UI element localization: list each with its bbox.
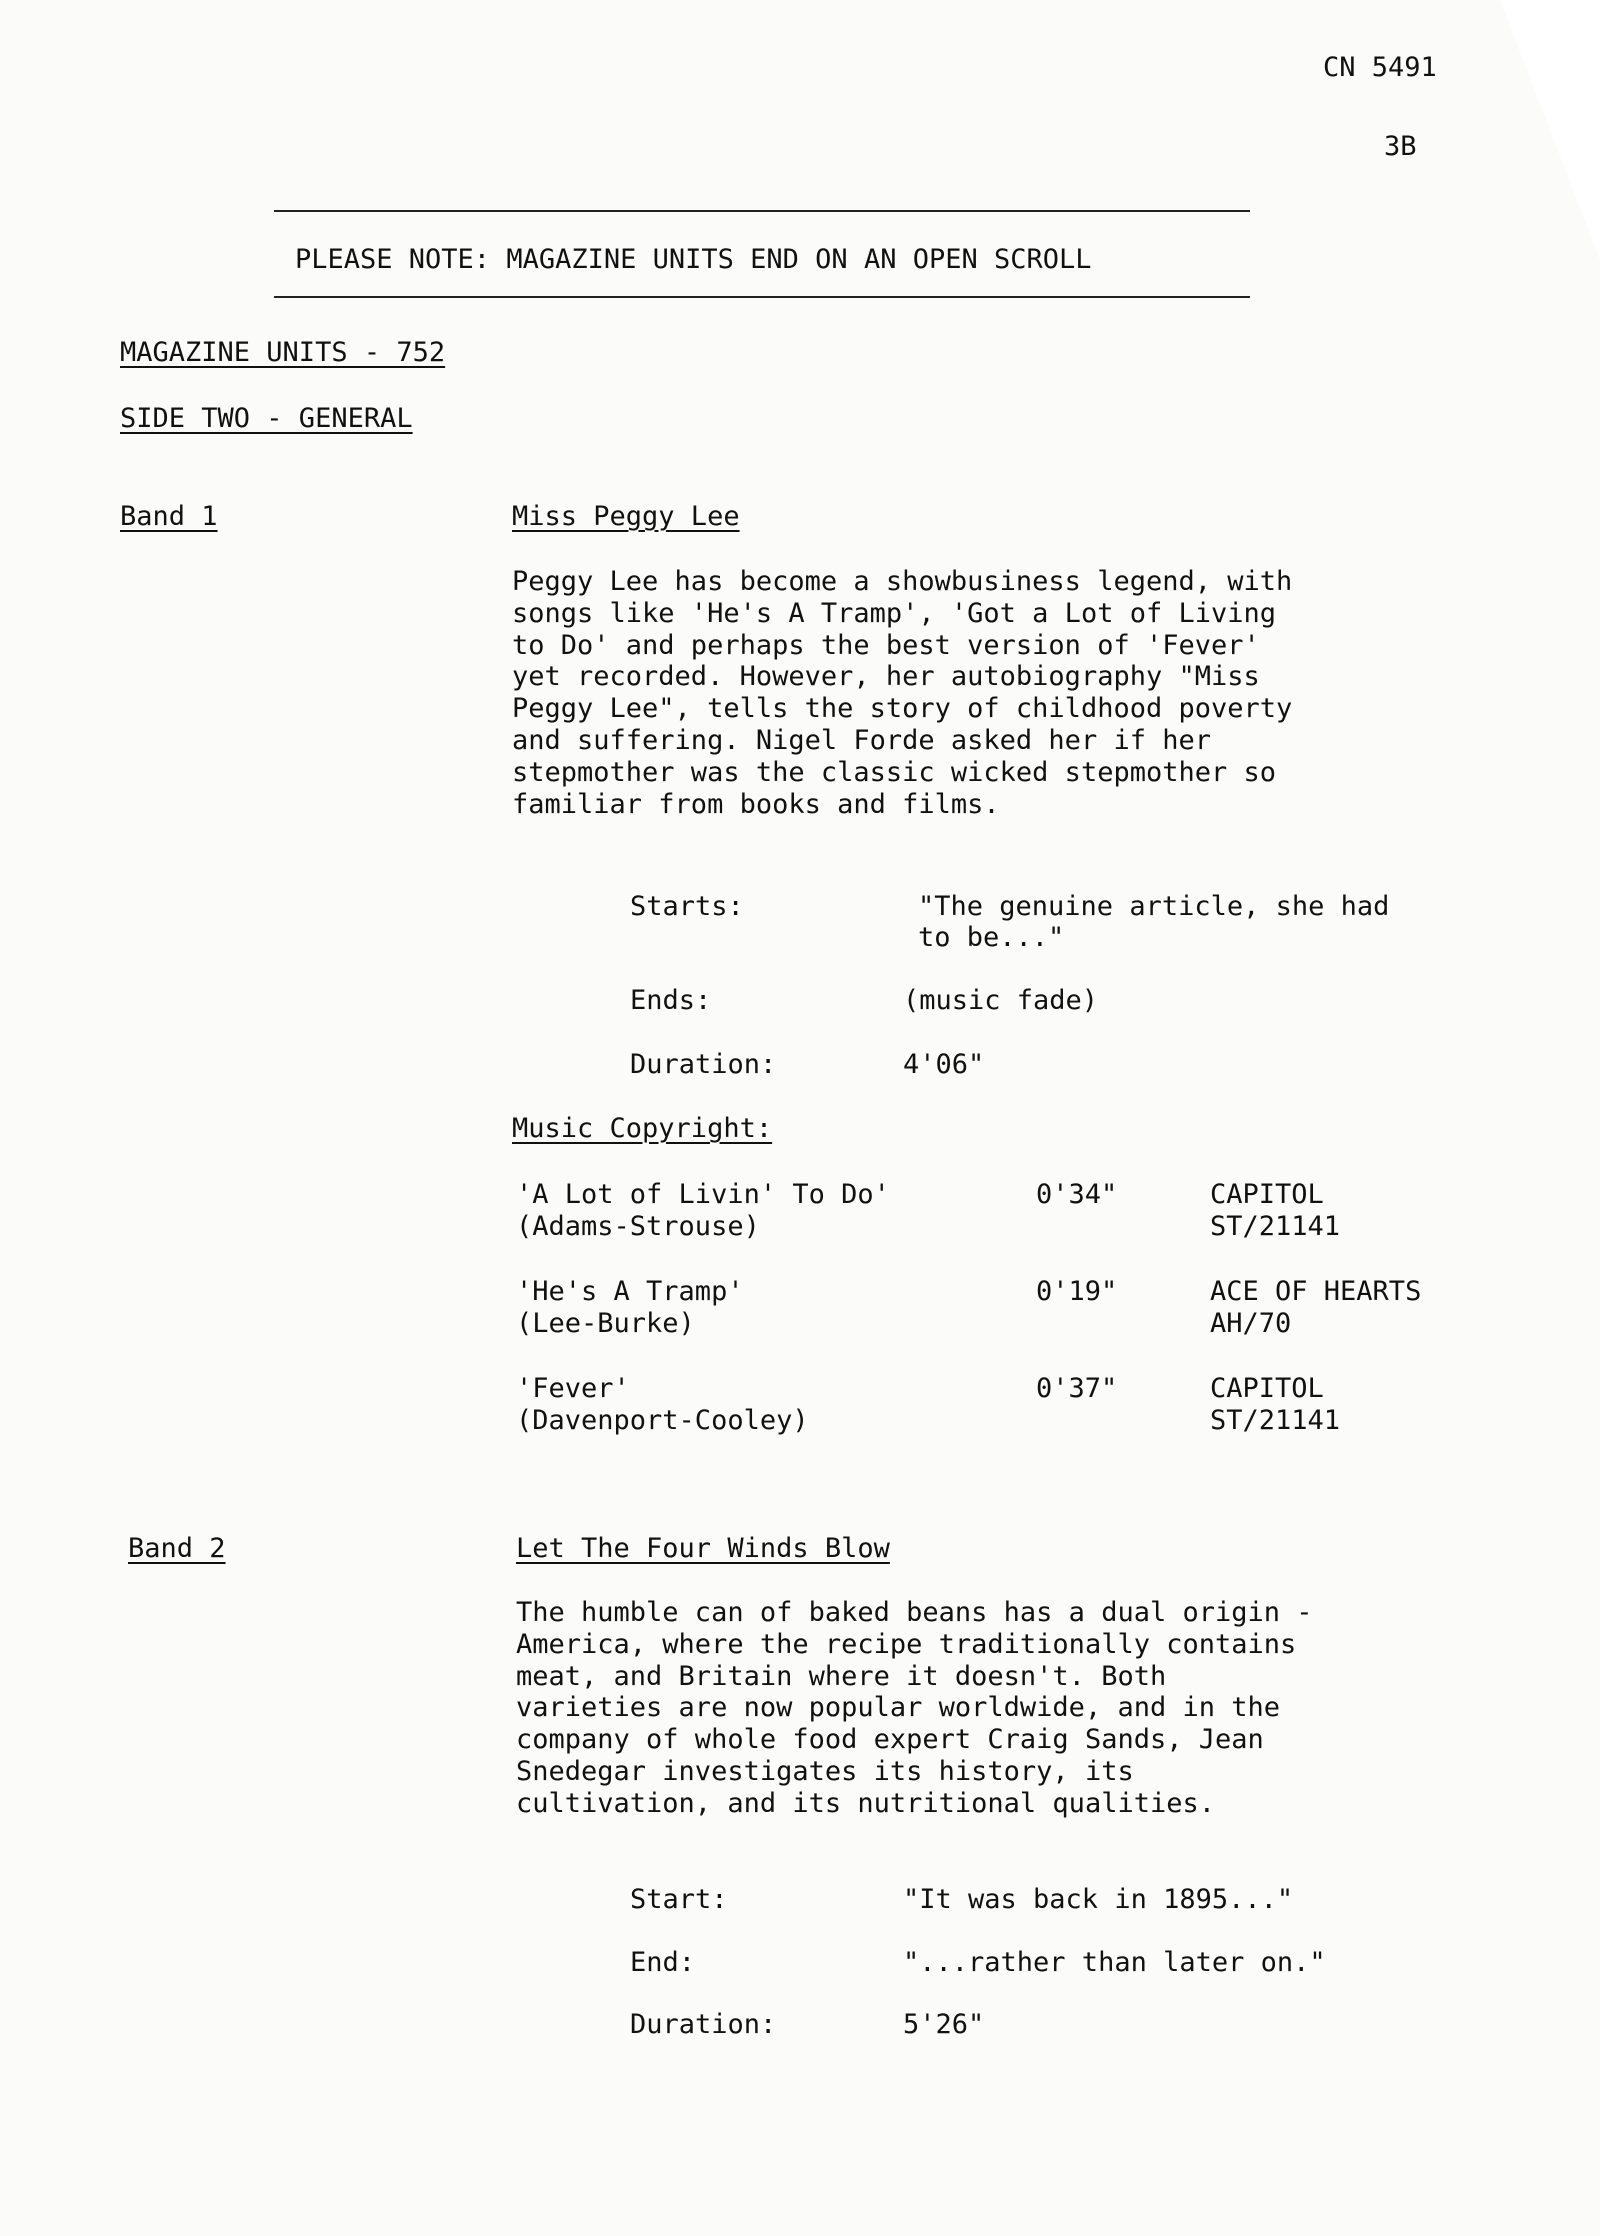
- band-2-description-line: cultivation, and its nutritional qualities.: [516, 1787, 1215, 1819]
- band-2-title: Let The Four Winds Blow: [516, 1533, 890, 1564]
- track-catalog: AH/70: [1210, 1308, 1292, 1339]
- band-1-duration-label: Duration:: [630, 1049, 777, 1080]
- section-title: MAGAZINE UNITS - 752: [120, 337, 446, 368]
- band-1-ends-value: (music fade): [903, 985, 1099, 1016]
- track-writers: (Adams-Strouse): [516, 1211, 760, 1242]
- track-label: CAPITOL: [1210, 1179, 1324, 1210]
- band-2-description-line: varieties are now popular worldwide, and in the: [516, 1692, 1281, 1724]
- reference-number: CN 5491: [1323, 52, 1437, 83]
- band-2-end-label: End:: [630, 1947, 696, 1978]
- band-1-description-line: familiar from books and films.: [512, 788, 1000, 820]
- band-1-starts-line-1: "The genuine article, she had: [918, 891, 1390, 922]
- band-1-description-line: stepmother was the classic wicked stepmother so: [512, 756, 1277, 788]
- band-1-label: Band 1: [120, 501, 218, 532]
- side-title: SIDE TWO - GENERAL: [120, 403, 413, 434]
- band-1-description-line: songs like 'He's A Tramp', 'Got a Lot of Living: [512, 597, 1277, 629]
- folded-corner: [1500, 0, 1600, 260]
- band-2-start-label: Start:: [630, 1884, 728, 1915]
- track-title: 'Fever': [516, 1373, 630, 1404]
- band-2-label: Band 2: [128, 1533, 226, 1564]
- band-1-description-line: to Do' and perhaps the best version of 'Fever': [512, 629, 1260, 661]
- track-time: 0'19": [1036, 1276, 1118, 1307]
- track-time: 0'37": [1036, 1373, 1118, 1404]
- band-2-end-value: "...rather than later on.": [903, 1947, 1326, 1978]
- track-label: CAPITOL: [1210, 1373, 1324, 1404]
- band-1-description-line: yet recorded. However, her autobiography "Miss: [512, 661, 1260, 693]
- band-1-title: Miss Peggy Lee: [512, 501, 740, 532]
- track-time: 0'34": [1036, 1179, 1118, 1210]
- band-2-duration-value: 5'26": [903, 2009, 985, 2040]
- track-writers: (Lee-Burke): [516, 1308, 695, 1339]
- open-scroll-note: PLEASE NOTE: MAGAZINE UNITS END ON AN OPEN SCROLL: [295, 244, 1092, 275]
- track-catalog: ST/21141: [1210, 1405, 1341, 1436]
- track-catalog: ST/21141: [1210, 1211, 1341, 1242]
- band-1-starts-line-2: to be...": [918, 922, 1065, 953]
- band-2-description: [516, 1597, 1313, 1820]
- track-title: 'He's A Tramp': [516, 1276, 744, 1307]
- band-2-duration-label: Duration:: [630, 2009, 777, 2040]
- track-title: 'A Lot of Livin' To Do': [516, 1179, 890, 1210]
- page-number: 3B: [1384, 131, 1417, 162]
- band-1-duration-value: 4'06": [903, 1049, 985, 1080]
- band-1-description-line: Peggy Lee has become a showbusiness legend, with: [512, 566, 1293, 597]
- band-2-description-line: Snedegar investigates its history, its: [516, 1755, 1134, 1787]
- top-rule: [274, 210, 1250, 212]
- band-2-start-value: "It was back in 1895...": [903, 1884, 1294, 1915]
- band-2-description-line: company of whole food expert Craig Sands, Jean: [516, 1724, 1264, 1756]
- band-2-description-line: The humble can of baked beans has a dual origin -: [516, 1597, 1313, 1628]
- band-1-description-line: and suffering. Nigel Forde asked her if her: [512, 724, 1211, 756]
- band-1-description-line: Peggy Lee", tells the story of childhood poverty: [512, 693, 1293, 725]
- note-rule: [274, 296, 1250, 298]
- band-2-description-line: America, where the recipe traditionally contains: [516, 1628, 1297, 1660]
- track-writers: (Davenport-Cooley): [516, 1405, 809, 1436]
- band-2-description-line: meat, and Britain where it doesn't. Both: [516, 1660, 1167, 1692]
- music-copyright-title: Music Copyright:: [512, 1113, 773, 1144]
- band-1-starts-label: Starts:: [630, 891, 744, 922]
- track-label: ACE OF HEARTS: [1210, 1276, 1422, 1307]
- band-1-ends-label: Ends:: [630, 985, 712, 1016]
- band-1-description: [512, 566, 1292, 820]
